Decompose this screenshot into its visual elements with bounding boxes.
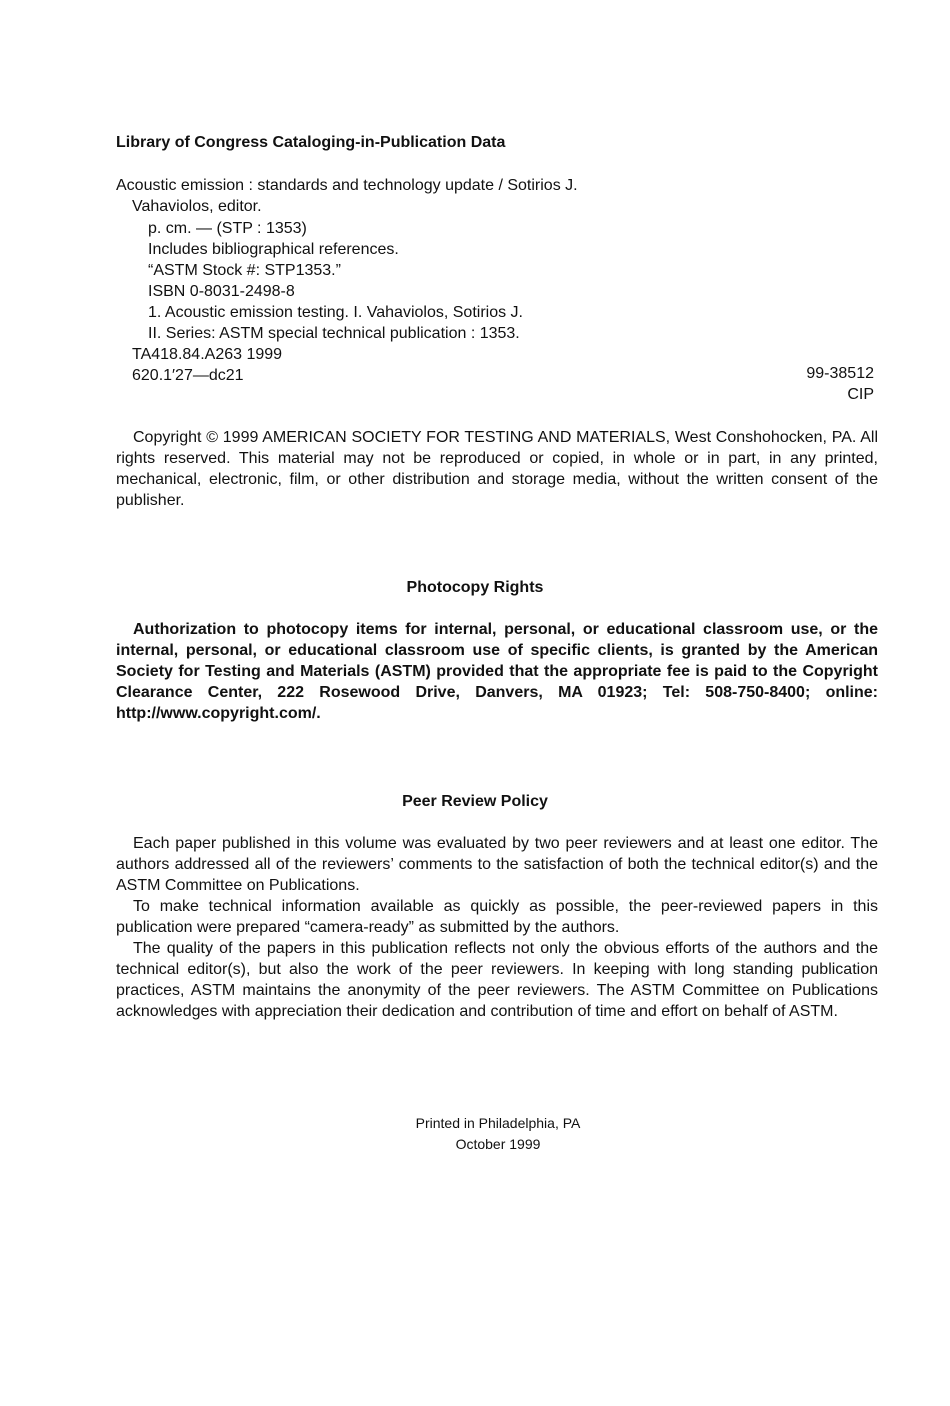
print-date: October 1999 — [455, 1136, 541, 1152]
colophon — [400, 1113, 596, 1155]
cip-label: CIP — [847, 386, 874, 403]
cip-line: ISBN 0-8031-2498-8 — [148, 283, 295, 300]
copyright-notice — [116, 427, 878, 511]
lccn-number: 99-38512 — [806, 365, 874, 382]
peer-review-heading: Peer Review Policy — [402, 793, 548, 810]
cip-line: “ASTM Stock #: STP1353.” — [148, 262, 341, 279]
cip-line: p. cm. — (STP : 1353) — [148, 220, 307, 237]
cip-line: Includes bibliographical references. — [148, 241, 399, 258]
cip-line: 1. Acoustic emission testing. I. Vahaviolos, Sotirios J. — [148, 304, 523, 321]
cip-line: II. Series: ASTM special technical publication : 1353. — [148, 325, 520, 342]
peer-review-paragraph: To make technical information available as quickly as possible, the peer-reviewed papers in this publication were prepared “camera-ready” as submitted by the authors. — [116, 898, 878, 936]
peer-review-paragraph: The quality of the papers in this publication reflects not only the obvious efforts of the authors and the technical editor(s), but also the work of the peer reviewers. In keeping with long standing publication practices, ASTM maintains the anonymity of the peer reviewers. The ASTM Committee on Publications acknowledges with appreciation their dedication and contribution of time and effort on behalf of ASTM. — [116, 940, 878, 1020]
cip-heading: Library of Congress Cataloging-in-Publication Data — [116, 134, 506, 151]
photocopy-heading: Photocopy Rights — [406, 579, 544, 596]
photocopy-notice — [116, 619, 878, 724]
copyright-text: Copyright © 1999 AMERICAN SOCIETY FOR TESTING AND MATERIALS, West Conshohocken, PA. All rights reserved. This material may not be reproduced or copied, in whole or in part, in any printed, mechanical, electronic, film, or other distribution and storage media, without the written consent of the publisher. — [116, 429, 878, 509]
cip-line: TA418.84.A263 1999 — [132, 346, 283, 363]
peer-review-paragraph: Each paper published in this volume was evaluated by two peer reviewers and at least one editor. The authors addressed all of the reviewers’ comments to the satisfaction of both the technical editor(s) and the ASTM Committee on Publications. — [116, 835, 878, 894]
photocopy-text: Authorization to photocopy items for internal, personal, or educational classroom use, or the internal, personal, or educational classroom use of specific clients, is granted by the American Society for Testing and Materials (ASTM) provided that the appropriate fee is paid to the Copyright Clearance Center, 222 Rosewood Drive, Danvers, MA 01923; Tel: 508-750-8400; online: http://www.copyright.com/. — [116, 621, 878, 722]
print-place: Printed in Philadelphia, PA — [415, 1115, 581, 1131]
cip-line: 620.1′27—dc21 — [132, 367, 244, 384]
cip-line: Vahaviolos, editor. — [132, 198, 262, 215]
cip-line: Acoustic emission : standards and technology update / Sotirios J. — [116, 177, 578, 194]
peer-review-text — [116, 833, 878, 1022]
